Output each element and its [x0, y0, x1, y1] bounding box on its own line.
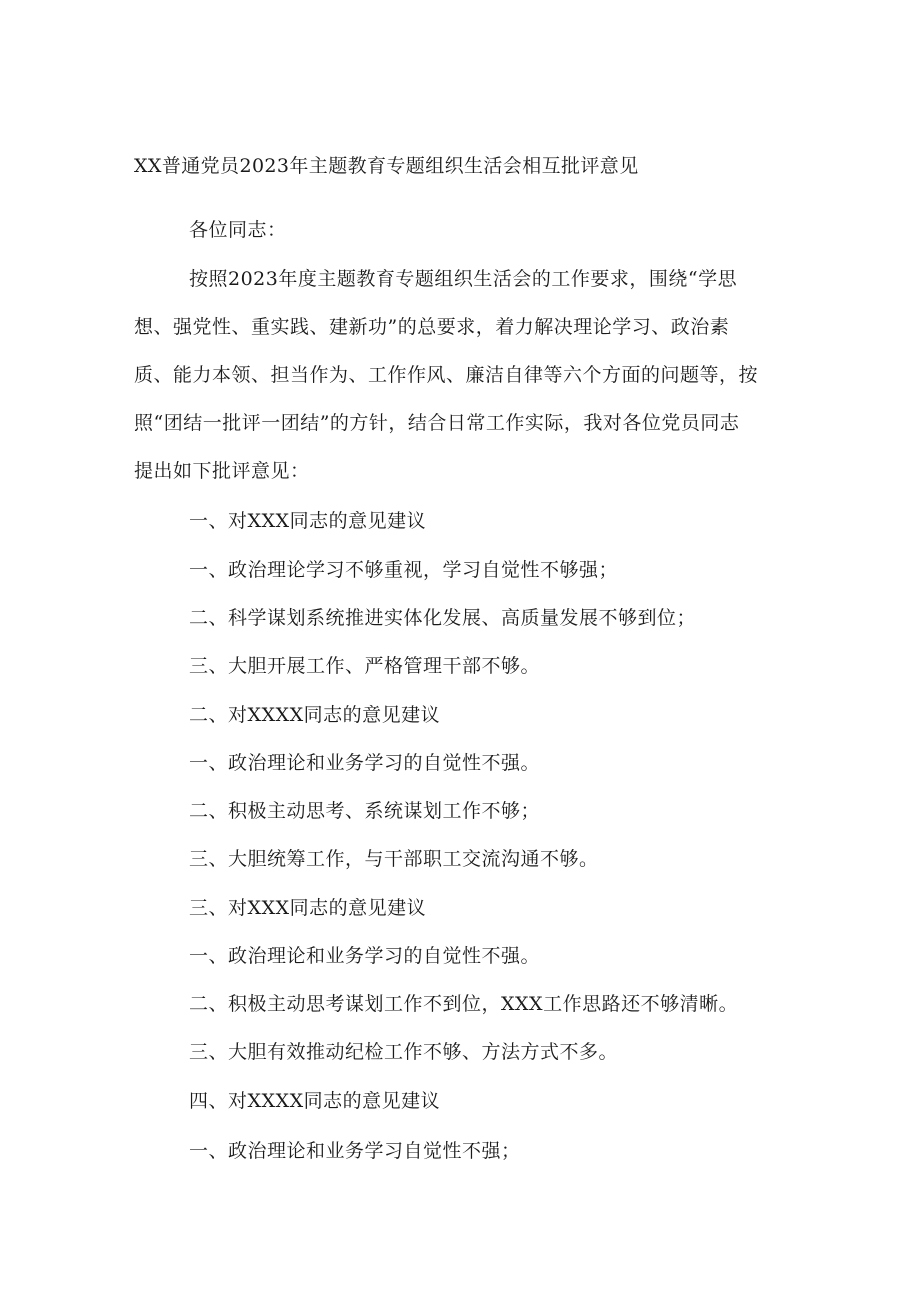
- section-4-item-1: 一、政治理论和业务学习自觉性不强；: [189, 1140, 521, 1162]
- section-heading-1: 一、对XXX同志的意见建议: [189, 510, 427, 532]
- section-1-item-1: 一、政治理论学习不够重视，学习自觉性不够强；: [189, 559, 619, 581]
- intro-line-1: 按照2023年度主题教育专题组织生活会的工作要求，围绕“学思: [189, 268, 738, 290]
- section-heading-3: 三、对XXX同志的意见建议: [189, 897, 427, 919]
- section-2-item-3: 三、大胆统筹工作，与干部职工交流沟通不够。: [189, 848, 599, 870]
- intro-line-5: 提出如下批评意见：: [134, 460, 310, 482]
- section-1-item-3: 三、大胆开展工作、严格管理干部不够。: [189, 655, 541, 677]
- intro-line-4: 照“团结一批评一团结”的方针，结合日常工作实际，我对各位党员同志: [134, 412, 740, 434]
- section-3-item-3: 三、大胆有效推动纪检工作不够、方法方式不多。: [189, 1041, 619, 1063]
- intro-line-3: 质、能力本领、担当作为、工作作风、廉洁自律等六个方面的问题等，按: [134, 364, 759, 386]
- section-2-item-1: 一、政治理论和业务学习的自觉性不强。: [189, 752, 541, 774]
- section-heading-2: 二、对XXXX同志的意见建议: [189, 704, 441, 726]
- section-1-item-2: 二、科学谋划系统推进实体化发展、高质量发展不够到位；: [189, 607, 697, 629]
- salutation: 各位同志：: [189, 219, 287, 241]
- intro-line-2: 想、强党性、重实践、建新功”的总要求，着力解决理论学习、政治素: [134, 316, 730, 338]
- section-2-item-2: 二、积极主动思考、系统谋划工作不够；: [189, 800, 541, 822]
- document-title: XX普通党员2023年主题教育专题组织生活会相互批评意见: [134, 155, 639, 177]
- section-heading-4: 四、对XXXX同志的意见建议: [189, 1090, 441, 1112]
- section-3-item-2: 二、积极主动思考谋划工作不到位，XXX工作思路还不够清晰。: [189, 993, 739, 1015]
- section-3-item-1: 一、政治理论和业务学习的自觉性不强。: [189, 945, 541, 967]
